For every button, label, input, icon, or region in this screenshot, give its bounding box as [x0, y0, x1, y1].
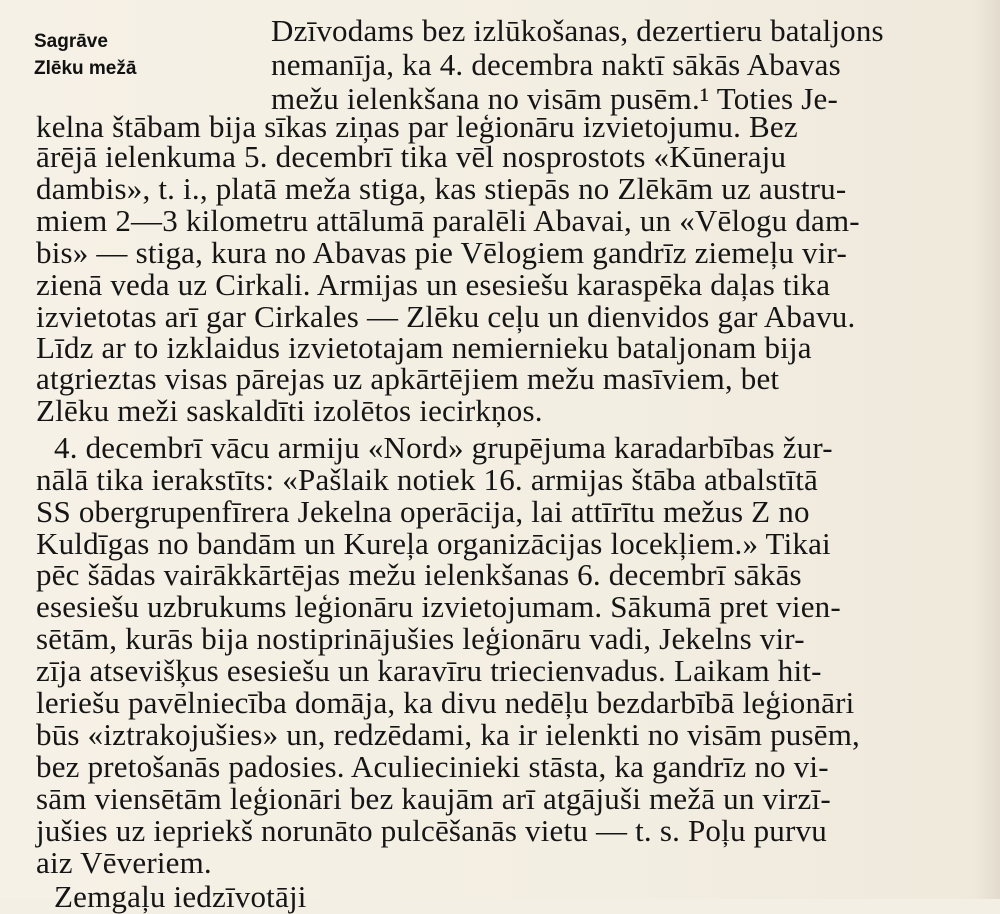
- body-line: leriešu pavēlniecība domāja, ka divu nedēļu bezdarbībā leģionāri: [36, 685, 855, 720]
- body-line: esesiešu uzbrukums leģionāru izvietojumam. Sākumā pret vien-: [36, 589, 841, 624]
- body-line-partial: Zemgaļu iedzīvotāji: [54, 879, 307, 914]
- body-line: Līdz ar to izklaidus izvietotajam nemiernieku bataljonam bija: [36, 330, 812, 365]
- body-line: SS obergrupenfīrera Jekelna operācija, lai attīrītu mežus Z no: [36, 494, 810, 529]
- body-line: zīja atsevišķus esesiešu un karavīru triecienvadus. Laikam hit-: [36, 653, 822, 688]
- body-line: kelna štābam bija sīkas ziņas par leģionāru izvietojumu. Bez: [36, 109, 798, 144]
- body-line: sām viensētām leģionāri bez kaujām arī atgājuši mežā un virzī-: [36, 781, 831, 816]
- body-line: izvietotas arī gar Cirkales — Zlēku ceļu un dienvidos gar Abavu.: [36, 299, 856, 334]
- body-line: mežu ielenkšana no visām pusēm.¹ Toties Je-: [271, 81, 838, 116]
- body-line: pēc šādas vairākkārtējas mežu ielenkšanas 6. decembrī sākās: [36, 557, 802, 592]
- body-line: būs «iztrakojušies» un, redzēdami, ka ir ielenkti no visām pusēm,: [36, 717, 860, 752]
- body-line: sētām, kurās bija nostiprinājušies leģionāru vadi, Jekelns vir-: [36, 621, 805, 656]
- body-line: Zlēku meži saskaldīti izolētos iecirkņos.: [36, 393, 543, 428]
- page-edge-shadow: [974, 0, 1000, 899]
- body-line: nālā tika ierakstīts: «Pašlaik notiek 16. armijas štāba atbalstītā: [36, 462, 818, 497]
- margin-heading: [34, 28, 136, 82]
- body-line: Kuldīgas no bandām un Kureļa organizācijas locekļiem.» Tikai: [36, 526, 831, 561]
- margin-heading-line-1: Sagrāve: [34, 31, 108, 52]
- margin-heading-line-2: Zlēku mežā: [34, 58, 137, 79]
- body-line: zienā veda uz Cirkali. Armijas un esesiešu karaspēka daļas tika: [36, 267, 831, 302]
- body-line: aiz Vēveriem.: [36, 845, 212, 880]
- body-line: bis» — stiga, kura no Abavas pie Vēlogiem gandrīz ziemeļu vir-: [36, 235, 847, 270]
- body-line: miem 2—3 kilometru attālumā paralēli Abavai, un «Vēlogu dam-: [36, 203, 860, 238]
- body-line: Dzīvodams bez izlūkošanas, dezertieru bataljons: [271, 13, 884, 48]
- body-line: dambis», t. i., platā meža stiga, kas stiepās no Zlēkām uz austru-: [36, 171, 847, 206]
- body-line: jušies uz iepriekš norunāto pulcēšanās vietu — t. s. Poļu purvu: [36, 813, 827, 848]
- body-line: bez pretošanās padosies. Aculiecinieki stāsta, ka gandrīz no vi-: [36, 749, 829, 784]
- body-line: 4. decembrī vācu armiju «Nord» grupējuma karadarbības žur-: [54, 430, 833, 465]
- body-line: ārējā ielenkuma 5. decembrī tika vēl nosprostots «Kūneraju: [36, 139, 787, 174]
- body-line: atgrieztas visas pārejas uz apkārtējiem mežu masīviem, bet: [36, 361, 780, 396]
- body-line: nemanīja, ka 4. decembra naktī sākās Abavas: [271, 47, 841, 82]
